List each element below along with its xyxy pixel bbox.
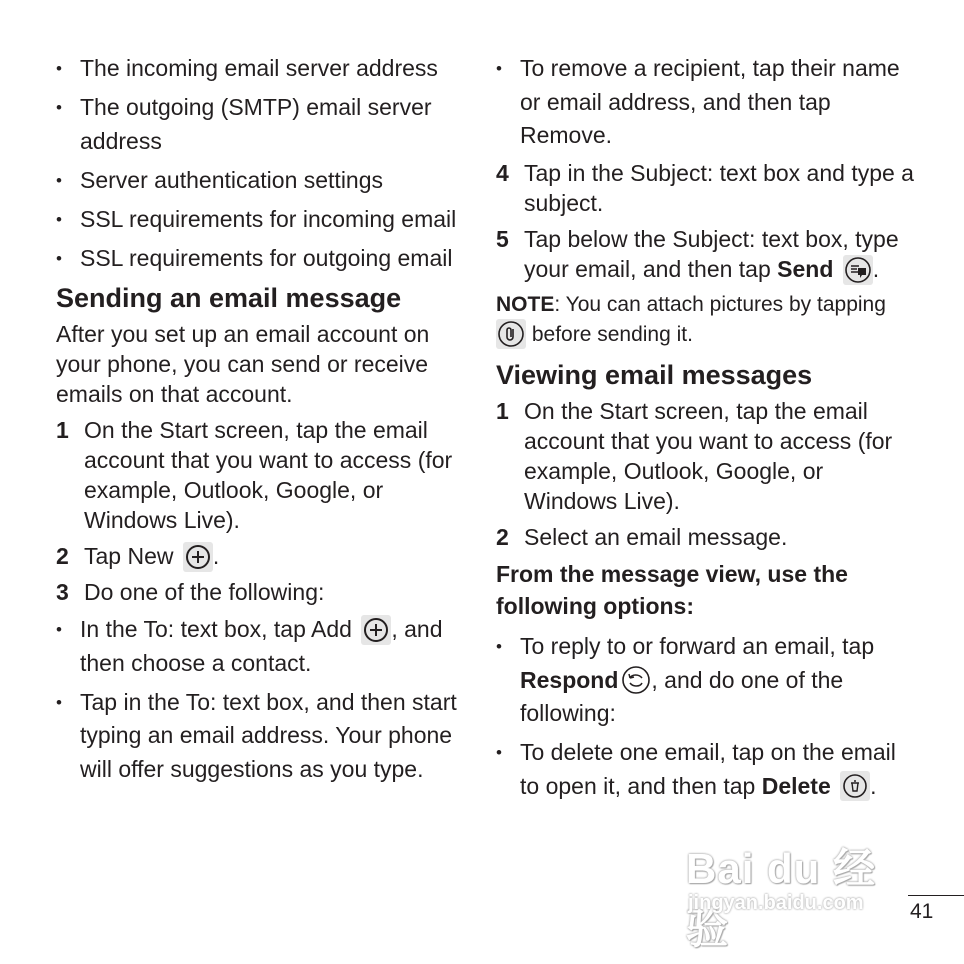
step-item: 1 On the Start screen, tap the email account that you want to access (for example, Outlook, Google, or Windows Live). xyxy=(496,398,893,514)
left-column xyxy=(56,52,471,792)
note-paragraph: NOTE: You can attach pictures by tapping before sending it. xyxy=(496,290,916,350)
options-subheading: From the message view, use the following options: xyxy=(496,561,848,619)
page-number-rule xyxy=(908,895,964,896)
list-item: • SSL requirements for incoming email xyxy=(56,205,457,232)
list-item: • In the To: text box, tap Add , and then choose a contact. xyxy=(56,616,443,676)
section-heading-viewing: Viewing email messages xyxy=(496,360,813,390)
page-number: 41 xyxy=(910,900,934,923)
plus-circle-icon xyxy=(361,615,391,645)
step-item: 2 Select an email message. xyxy=(496,524,788,550)
right-column xyxy=(496,52,916,809)
step-item: 4 Tap in the Subject: text box and type a subject. xyxy=(496,160,914,216)
list-item: • The incoming email server address xyxy=(56,55,438,81)
baidu-watermark: Bai du 经验 jingyan.baidu.com xyxy=(686,845,877,952)
paperclip-icon xyxy=(496,319,526,349)
send-icon xyxy=(843,255,873,285)
step-item: 3 Do one of the following: xyxy=(56,579,325,605)
trash-icon xyxy=(840,771,870,801)
list-item: • The outgoing (SMTP) email server address xyxy=(56,94,432,154)
list-item: • Server authentication settings xyxy=(56,166,384,193)
respond-icon xyxy=(621,665,651,695)
list-item: • To remove a recipient, tap their name or email address, and then tap Remove. xyxy=(496,55,900,148)
plus-circle-icon xyxy=(183,542,213,572)
section-heading-sending: Sending an email message xyxy=(56,283,402,313)
list-item: • Tap in the To: text box, and then start typing an email address. Your phone will offer suggestions as you type. xyxy=(56,688,457,782)
list-item: • To reply to or forward an email, tap Respond , and do one of the following: xyxy=(496,633,875,726)
list-item: • To delete one email, tap on the email to open it, and then tap Delete . xyxy=(496,736,916,803)
step-item: 2 Tap New . xyxy=(56,541,471,571)
step-item: 1 On the Start screen, tap the email account that you want to access (for example, Outlook, Google, or Windows Live). xyxy=(56,417,453,533)
step-item: 5 Tap below the Subject: text box, type your email, and then tap Send . xyxy=(496,224,916,284)
list-item: • SSL requirements for outgoing email xyxy=(56,244,453,271)
intro-paragraph: After you set up an email account on your phone, you can send or receive emails on that account. xyxy=(56,321,430,407)
